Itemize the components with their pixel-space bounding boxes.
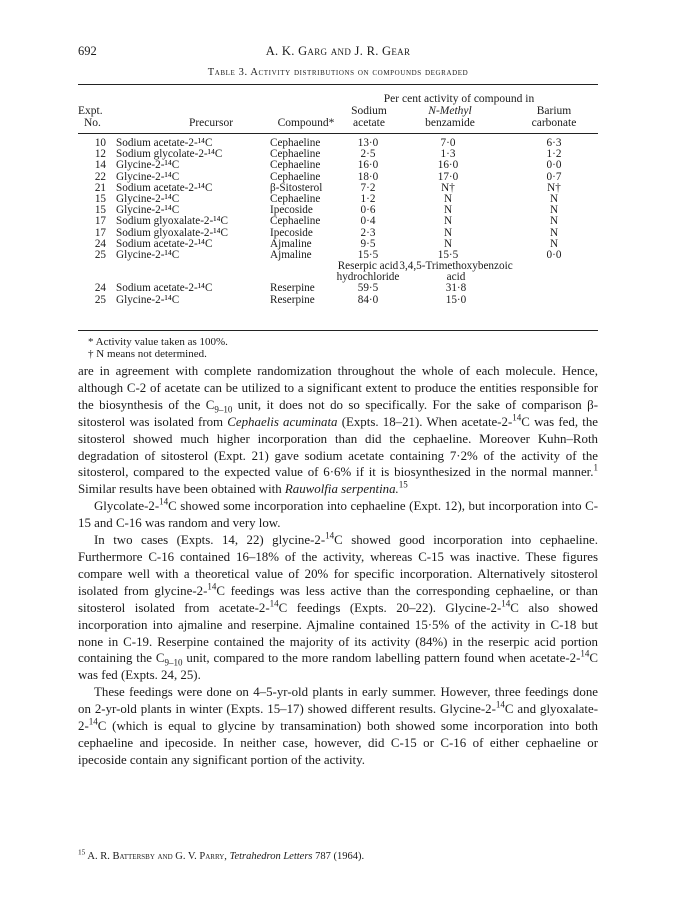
table-row xyxy=(78,228,598,239)
cell-expt-no: 10 xyxy=(94,137,106,149)
cell-compound: Ipecoside xyxy=(270,204,313,217)
cell-precursor: Sodium glycolate-2-¹⁴C xyxy=(116,148,223,161)
col-precursor: Precursor xyxy=(188,117,234,129)
cell-barium-carbonate: 0·7 xyxy=(546,170,562,183)
subheader-trimethoxybenzoic-1: 3,4,5-Trimethoxybenzoic xyxy=(399,260,513,273)
cell-sodium-acetate: 0·4 xyxy=(360,215,376,228)
col-sodium-2: acetate xyxy=(353,117,385,129)
cell-n-methylbenzamide: N xyxy=(443,215,453,228)
cell-barium-carbonate: N xyxy=(549,215,559,228)
cell-compound: Cephaeline xyxy=(270,215,321,228)
table-row xyxy=(78,216,598,227)
table-footnote-n: † N means not determined. xyxy=(88,348,207,360)
running-header xyxy=(78,44,598,60)
paragraph: are in agreement with complete randomization throughout the whole of each molecule. Hence, although C-2 of acetate can be utilized to a significant extent to produce the entities responsible for the biosynthesis of the $C_{9-10}$ unit, it does not do so specifically. For the sake of comparison β-sitosterol was isolated from Cephaelis acuminata (Expts. 18–21). When acetate-2-$^{14}$C was fed, the sitosterol showed much higher incorporation than did the cephaeline. Moreover Kuhn–Roth degradation of sitosterol (Expt. 21) gave sodium acetate containing 7·2% of the activity of the sitosterol, compared to the expected value of 6·6% if it is biosynthesized in the normal manner.$^1$ Similar results have been obtained with Rauwolfia serpentina.$^{15}$ xyxy=(78,364,599,497)
cell-precursor: Glycine-2-¹⁴C xyxy=(116,170,180,183)
cell-precursor: Glycine-2-¹⁴C xyxy=(116,293,180,306)
cell-precursor: Glycine-2-¹⁴C xyxy=(116,248,180,261)
cell-precursor: Sodium acetate-2-¹⁴C xyxy=(116,237,213,250)
page-number: 692 xyxy=(78,44,97,58)
cell-compound: β-Sitosterol xyxy=(270,181,323,194)
group-header: Per cent activity of compound in xyxy=(383,93,535,105)
cell-trimethoxybenzoic-acid: 31·8 xyxy=(445,282,467,295)
cell-expt-no: 22 xyxy=(94,170,106,183)
cell-barium-carbonate: 6·3 xyxy=(546,137,562,149)
cell-sodium-acetate: 2·5 xyxy=(360,148,376,161)
cell-expt-no: 21 xyxy=(94,181,106,194)
cell-compound: Ajmaline xyxy=(270,237,312,250)
table-caption: Table 3. Activity distributions on compounds degraded xyxy=(207,67,469,78)
cell-n-methylbenzamide: 16·0 xyxy=(437,159,459,172)
cell-precursor: Sodium acetate-2-¹⁴C xyxy=(116,181,213,194)
cell-precursor: Sodium glyoxalate-2-¹⁴C xyxy=(116,226,228,239)
cell-compound: Reserpine xyxy=(270,293,315,306)
reference-footnote xyxy=(78,847,598,862)
col-barium-2: carbonate xyxy=(531,117,577,129)
subheader-reserpic-acid-2: hydrochloride xyxy=(336,271,400,284)
table-row xyxy=(78,283,598,294)
reference-number: 15 xyxy=(78,847,86,857)
cell-n-methylbenzamide: N† xyxy=(441,181,455,194)
paragraph: These feedings were done on 4–5-yr-old plants in early summer. However, three feedings done on 2-yr-old plants in winter (Expts. 15–17) showed different results. Glycine-2-$^{14}$C and glyoxalate-2-$^{14}$C (which is equal to glycine by transamination) both showed some incorporation into both cephaeline and ipecoside. In neither case, however, did C-15 or C-16 of either cephaeline or ipecoside contain any significant portion of the activity. xyxy=(78,685,598,767)
col-nmethyl-1: N-Methyl xyxy=(428,105,472,117)
cell-barium-carbonate: N xyxy=(549,204,559,217)
cell-sodium-acetate: 7·2 xyxy=(360,181,376,194)
cell-precursor: Sodium acetate-2-¹⁴C xyxy=(116,137,213,149)
subheader-trimethoxybenzoic-2: acid xyxy=(446,271,466,284)
cell-barium-carbonate: N† xyxy=(547,181,561,194)
cell-compound: Cephaeline xyxy=(270,192,321,205)
cell-compound: Cephaeline xyxy=(270,137,321,149)
body-text xyxy=(78,363,598,769)
cell-expt-no: 17 xyxy=(94,215,106,228)
running-head-authors: A. K. Garg and J. R. Gear xyxy=(265,44,411,58)
cell-sodium-acetate: 9·5 xyxy=(360,237,376,250)
paragraph: In two cases (Expts. 14, 22) glycine-2-$^{14}$C showed good incorporation into cephaeline. Furthermore C-16 contained 16–18% of the activity, whereas C-15 was inactive. These figures compare well with a theoretical value of 20% for specific incorporation. Alternatively sitosterol isolated from glycine-2-$^{14}$C feedings was less active than the corresponding cephaeline, or than sitosterol isolated from acetate-2-$^{14}$C feedings (Expts. 20–22). Glycine-2-$^{14}$C also showed incorporation into ajmaline and reserpine. Ajmaline contained 15·5% of the activity in C-18 but none in C-19. Reserpine contained the majority of its activity (84%) in the reserpic acid portion containing the $C_{9-10}$ unit, compared to the more random labelling pattern found when acetate-2-$^{14}$C was fed (Expts. 24, 25). xyxy=(78,530,599,683)
cell-barium-carbonate: N xyxy=(549,237,559,250)
cell-expt-no: 17 xyxy=(94,226,106,239)
col-expt-2: No. xyxy=(84,117,101,129)
cell-expt-no: 24 xyxy=(94,282,106,295)
cell-barium-carbonate: 0·0 xyxy=(546,248,562,261)
table-header-rule xyxy=(78,133,598,134)
cell-barium-carbonate: 0·0 xyxy=(546,159,562,172)
cell-sodium-acetate: 2·3 xyxy=(360,226,376,239)
cell-expt-no: 25 xyxy=(94,293,106,306)
table-top-rule xyxy=(78,84,598,85)
cell-sodium-acetate: 16·0 xyxy=(357,159,379,172)
reference-journal: Tetrahedron Letters xyxy=(229,851,313,862)
cell-n-methylbenzamide: 7·0 xyxy=(440,137,456,149)
cell-n-methylbenzamide: N xyxy=(443,237,453,250)
paragraph: Glycolate-2-$^{14}$C showed some incorporation into cephaeline (Expt. 12), but incorporation into C-15 and C-16 was random and very low. xyxy=(78,496,598,531)
reference-citation: 787 (1964). xyxy=(312,851,365,862)
table-bottom-rule xyxy=(78,330,598,331)
table-body xyxy=(78,138,598,306)
cell-barium-carbonate: 1·2 xyxy=(546,148,562,161)
cell-barium-carbonate: N xyxy=(549,226,559,239)
cell-precursor: Glycine-2-¹⁴C xyxy=(116,204,180,217)
cell-sodium-acetate: 15·5 xyxy=(357,248,379,261)
col-compound: Compound* xyxy=(277,117,335,129)
cell-n-methylbenzamide: N xyxy=(443,226,453,239)
col-expt-1: Expt. xyxy=(78,105,103,117)
cell-n-methylbenzamide: 1·3 xyxy=(440,148,456,161)
cell-sodium-acetate: 18·0 xyxy=(357,170,379,183)
cell-n-methylbenzamide: 17·0 xyxy=(437,170,459,183)
table-row xyxy=(78,160,598,171)
cell-precursor: Glycine-2-¹⁴C xyxy=(116,159,180,172)
reference-authors: A. R. Battersby and G. V. Parry, xyxy=(85,851,230,862)
cell-compound: Ipecoside xyxy=(270,226,313,239)
cell-n-methylbenzamide: N xyxy=(443,192,453,205)
table-footnote-activity: * Activity value taken as 100%. xyxy=(88,336,228,348)
col-sodium-1: Sodium xyxy=(351,105,387,117)
cell-expt-no: 15 xyxy=(94,192,106,205)
cell-compound: Ajmaline xyxy=(270,248,312,261)
cell-reserpic-acid: 84·0 xyxy=(357,293,379,306)
cell-n-methylbenzamide: 15·5 xyxy=(437,248,459,261)
table-row xyxy=(78,295,598,306)
cell-sodium-acetate: 1·2 xyxy=(360,192,376,205)
cell-barium-carbonate: N xyxy=(549,192,559,205)
cell-reserpic-acid: 59·5 xyxy=(357,282,379,295)
cell-precursor: Sodium glyoxalate-2-¹⁴C xyxy=(116,215,228,228)
subheader-reserpic-acid-1: Reserpic acid xyxy=(337,260,399,273)
cell-precursor: Sodium acetate-2-¹⁴C xyxy=(116,282,213,295)
cell-trimethoxybenzoic-acid: 15·0 xyxy=(445,293,467,306)
cell-precursor: Glycine-2-¹⁴C xyxy=(116,192,180,205)
cell-compound: Cephaeline xyxy=(270,148,321,161)
cell-expt-no: 15 xyxy=(94,204,106,217)
cell-expt-no: 25 xyxy=(94,248,106,261)
cell-sodium-acetate: 13·0 xyxy=(357,137,379,149)
cell-compound: Cephaeline xyxy=(270,170,321,183)
cell-expt-no: 12 xyxy=(94,148,106,161)
cell-compound: Reserpine xyxy=(270,282,315,295)
cell-sodium-acetate: 0·6 xyxy=(360,204,376,217)
col-barium-1: Barium xyxy=(536,105,572,117)
cell-expt-no: 14 xyxy=(94,159,106,172)
col-nmethyl-2: benzamide xyxy=(425,117,475,129)
cell-n-methylbenzamide: N xyxy=(443,204,453,217)
cell-expt-no: 24 xyxy=(94,237,106,250)
cell-compound: Cephaeline xyxy=(270,159,321,172)
